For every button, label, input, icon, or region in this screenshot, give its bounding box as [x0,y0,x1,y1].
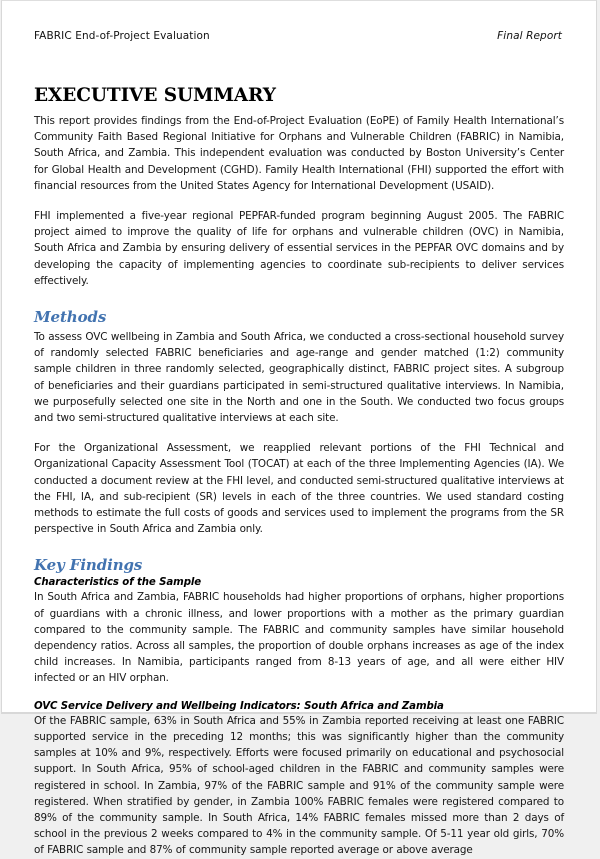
page-title: EXECUTIVE SUMMARY [34,85,276,106]
section-heading-methods: Methods [34,308,107,327]
section-heading-key-findings: Key Findings [34,556,143,575]
paragraph-program-overview: FHI implemented a five-year regional PEPFAR-funded program beginning August 2005. The FABRIC project aimed to improve the quality of life for orphans and vulnerable children (OVC) in Namibia, South Africa and Zambia by ensuring delivery of essential services in the PEPFAR OVC domains and by developing the capacity of implementing agencies to coordinate sub-recipients to deliver services effectively. [34,210,564,287]
header-report-label: Final Report [497,30,562,42]
page-bottom-edge [2,712,596,713]
paragraph-methods-survey: To assess OVC wellbeing in Zambia and South Africa, we conducted a cross-sectional household survey of randomly selected FABRIC beneficiaries and age-range and gender matched (1:2) community sample children in three randomly selected, geographically distinct, FABRIC project sites. A subgroup of beneficiaries and their guardians participated in semi-structured qualitative interviews. In Namibia, we purposefully selected one site in the North and one in the South. We conducted two focus groups and two semi-structured qualitative interviews at each site. [34,331,564,425]
paragraph-introduction: This report provides findings from the End-of-Project Evaluation (EoPE) of Family Health International’s Community Faith Based Regional Initiative for Orphans and Vulnerable Children (FABRIC) in Namibia, South Africa, and Zambia. This independent evaluation was conducted by Boston University’s Center for Global Health and Development (CGHD). Family Health International (FHI) supported the effort with financial resources from the United States Agency for International Development (USAID). [34,115,564,192]
paragraph-sample-characteristics: In South Africa and Zambia, FABRIC households had higher proportions of orphans, higher proportions of guardians with a chronic illness, and lower proportions with a mother as the primary guardian compared to the community sample. The FABRIC and community samples have similar household dependency ratios. Across all samples, the proportion of double orphans increases as age of the index child increases. In Namibia, participants ranged from 8-13 years of age, and all were either HIV infected or an HIV orphan. [34,591,564,685]
page-content [2,1,596,859]
subsection-heading-ovc-service-delivery: OVC Service Delivery and Wellbeing Indicators: South Africa and Zambia [34,700,444,712]
header-document-title: FABRIC End-of-Project Evaluation [34,30,210,42]
running-header [34,1,564,42]
paragraph-ovc-service-delivery: Of the FABRIC sample, 63% in South Africa and 55% in Zambia reported receiving at least one FABRIC supported service in the preceding 12 months; this was significantly higher than the community samples at 10% and 9%, respectively. Efforts were focused primarily on educational and psychosocial support. In South Africa, 95% of school-aged children in the FABRIC and community samples were registered in school. In Zambia, 97% of the FABRIC sample and 91% of the community sample were registered. When stratified by gender, in Zambia 100% FABRIC females were registered compared to 89% of the community sample. In South Africa, 14% FABRIC females missed more than 2 days of school in the previous 2 weeks compared to 4% in the community sample. Of 5-11 year old girls, 70% of FABRIC sample and 87% of community sample reported average or above average [34,714,564,857]
subsection-heading-sample-characteristics: Characteristics of the Sample [34,577,202,589]
document-page [1,0,597,857]
paragraph-methods-organizational-assessment: For the Organizational Assessment, we reapplied relevant portions of the FHI Technical and Organizational Capacity Assessment Tool (TOCAT) at each of the three Implementing Agencies (IA). We conducted a document review at the FHI level, and conducted semi-structured qualitative interviews at the FHI, IA, and sub-recipient (SR) levels in each of the three countries. We used standard costing methods to estimate the full costs of goods and services used to implement the programs from the SR perspective in South Africa and Zambia only. [34,442,564,536]
